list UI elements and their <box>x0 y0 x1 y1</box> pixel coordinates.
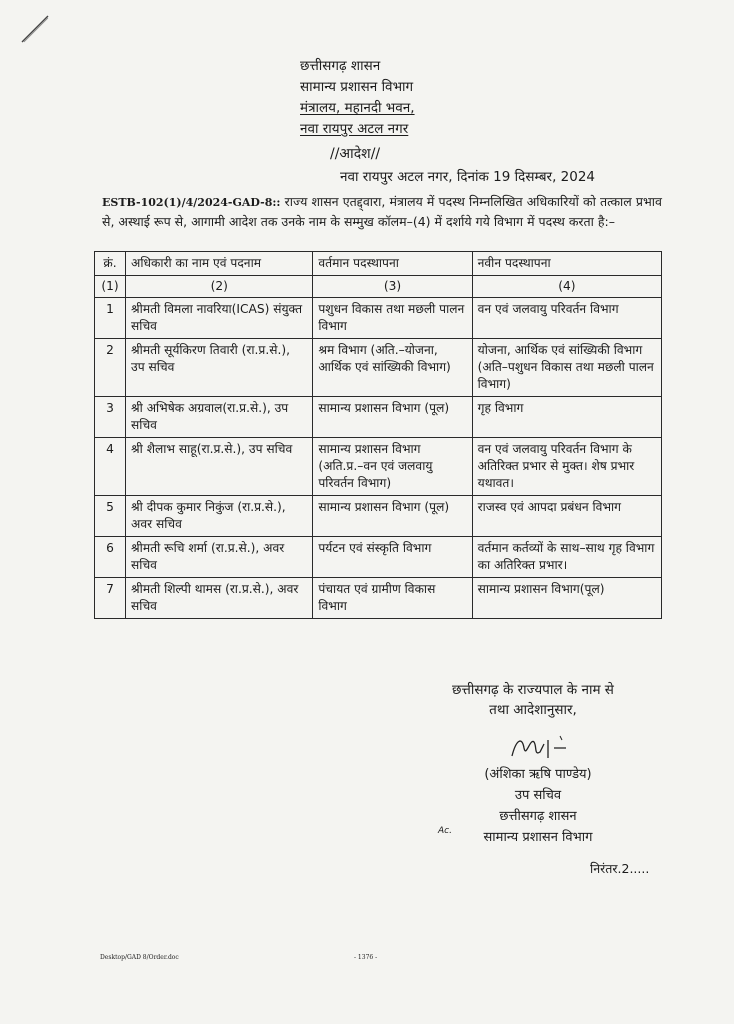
row-officer: श्री शैलाभ साहू(रा.प्र.से.), उप सचिव <box>126 438 313 496</box>
table-row <box>95 578 662 619</box>
row-new-posting: वन एवं जलवायु परिवर्तन विभाग <box>472 298 661 339</box>
row-officer: श्रीमती सूर्यकिरण तिवारी (रा.प्र.से.), उप सचिव <box>126 339 313 397</box>
row-serial: 1 <box>95 298 126 339</box>
building-name: मंत्रालय, महानदी भवन, <box>300 100 415 116</box>
header-new-posting: नवीन पदस्थापना <box>472 252 661 276</box>
table-row <box>95 339 662 397</box>
file-path: Desktop/GAD 8/Order.doc <box>100 954 179 961</box>
header-serial: क्रं. <box>95 252 126 276</box>
row-officer: श्रीमती शिल्पी थामस (रा.प्र.से.), अवर सचिव <box>126 578 313 619</box>
row-officer: श्री अभिषेक अग्रवाल(रा.प्र.से.), उप सचिव <box>126 397 313 438</box>
city-name: नवा रायपुर अटल नगर <box>300 121 409 137</box>
row-new-posting: वन एवं जलवायु परिवर्तन विभाग के अतिरिक्त प्रभार से मुक्त। शेष प्रभार यथावत। <box>472 438 661 496</box>
row-officer: श्री दीपक कुमार निकुंज (रा.प्र.से.), अवर सचिव <box>126 496 313 537</box>
continued-marker: निरंतर.2..... <box>590 861 650 876</box>
table-row <box>95 496 662 537</box>
government-name: छत्तीसगढ़ शासन <box>300 58 381 74</box>
row-current-posting: सामान्य प्रशासन विभाग (अति.प्र.–वन एवं जलवायु परिवर्तन विभाग) <box>313 438 472 496</box>
row-serial: 3 <box>95 397 126 438</box>
order-title: //आदेश// <box>330 146 381 162</box>
row-officer: श्रीमती रूचि शर्मा (रा.प्र.से.), अवर सचिव <box>126 537 313 578</box>
pen-mark-icon <box>18 12 52 46</box>
table-row <box>95 397 662 438</box>
table-row <box>95 438 662 496</box>
place-date: नवा रायपुर अटल नगर, दिनांक 19 दिसम्बर, 2024 <box>340 169 596 185</box>
page-number: - 1376 - <box>354 954 378 961</box>
authority-line-1: छत्तीसगढ़ के राज्यपाल के नाम से <box>452 682 614 698</box>
row-new-posting: सामान्य प्रशासन विभाग(पूल) <box>472 578 661 619</box>
row-new-posting: गृह विभाग <box>472 397 661 438</box>
authority-line <box>428 680 638 720</box>
signatory-government: छत्तीसगढ़ शासन <box>499 809 577 824</box>
signatory-name: (अंशिका ऋषि पाण्डेय) <box>484 767 592 782</box>
row-new-posting: वर्तमान कर्तव्यों के साथ–साथ गृह विभाग का अतिरिक्त प्रभार। <box>472 537 661 578</box>
signature-icon <box>504 730 574 764</box>
row-current-posting: सामान्य प्रशासन विभाग (पूल) <box>313 496 472 537</box>
column-number-row <box>95 276 662 298</box>
row-serial: 2 <box>95 339 126 397</box>
authority-line-2: तथा आदेशानुसार, <box>489 702 577 718</box>
signatory-block <box>448 764 628 848</box>
posting-table <box>94 251 662 619</box>
row-serial: 4 <box>95 438 126 496</box>
order-intro <box>102 192 662 231</box>
column-number: (1) <box>95 276 126 298</box>
signatory-department: सामान्य प्रशासन विभाग <box>483 830 593 845</box>
letterhead <box>300 56 460 140</box>
row-new-posting: योजना, आर्थिक एवं सांख्यिकी विभाग (अति–पशुधन विकास तथा मछली पालन विभाग) <box>472 339 661 397</box>
column-number: (3) <box>313 276 472 298</box>
row-serial: 5 <box>95 496 126 537</box>
table-row <box>95 298 662 339</box>
signatory-designation: उप सचिव <box>514 788 562 803</box>
row-officer: श्रीमती विमला नावरिया(ICAS) संयुक्त सचिव <box>126 298 313 339</box>
row-current-posting: सामान्य प्रशासन विभाग (पूल) <box>313 397 472 438</box>
column-number: (2) <box>126 276 313 298</box>
row-serial: 6 <box>95 537 126 578</box>
row-current-posting: श्रम विभाग (अति.–योजना, आर्थिक एवं सांख्यिकी विभाग) <box>313 339 472 397</box>
department-name: सामान्य प्रशासन विभाग <box>300 79 414 95</box>
order-intro-text: राज्य शासन एतद्द्वारा, मंत्रालय में पदस्थ निम्नलिखित अधिकारियों को तत्काल प्रभाव से, अस्थाई रूप से, आगामी आदेश तक उनके नाम के सम्मुख कॉलम–(4) में दर्शाये गये विभाग में पदस्थ करता है:– <box>102 194 662 229</box>
row-serial: 7 <box>95 578 126 619</box>
row-current-posting: पशुधन विकास तथा मछली पालन विभाग <box>313 298 472 339</box>
table-row <box>95 537 662 578</box>
row-new-posting: राजस्व एवं आपदा प्रबंधन विभाग <box>472 496 661 537</box>
row-current-posting: पंचायत एवं ग्रामीण विकास विभाग <box>313 578 472 619</box>
header-officer: अधिकारी का नाम एवं पदनाम <box>126 252 313 276</box>
header-current-posting: वर्तमान पदस्थापना <box>313 252 472 276</box>
row-current-posting: पर्यटन एवं संस्कृति विभाग <box>313 537 472 578</box>
column-number: (4) <box>472 276 661 298</box>
table-header-row <box>95 252 662 276</box>
ac-handwritten-note: Ac. <box>438 826 452 836</box>
order-reference: ESTB-102(1)/4/2024-GAD-8:: <box>102 196 281 209</box>
